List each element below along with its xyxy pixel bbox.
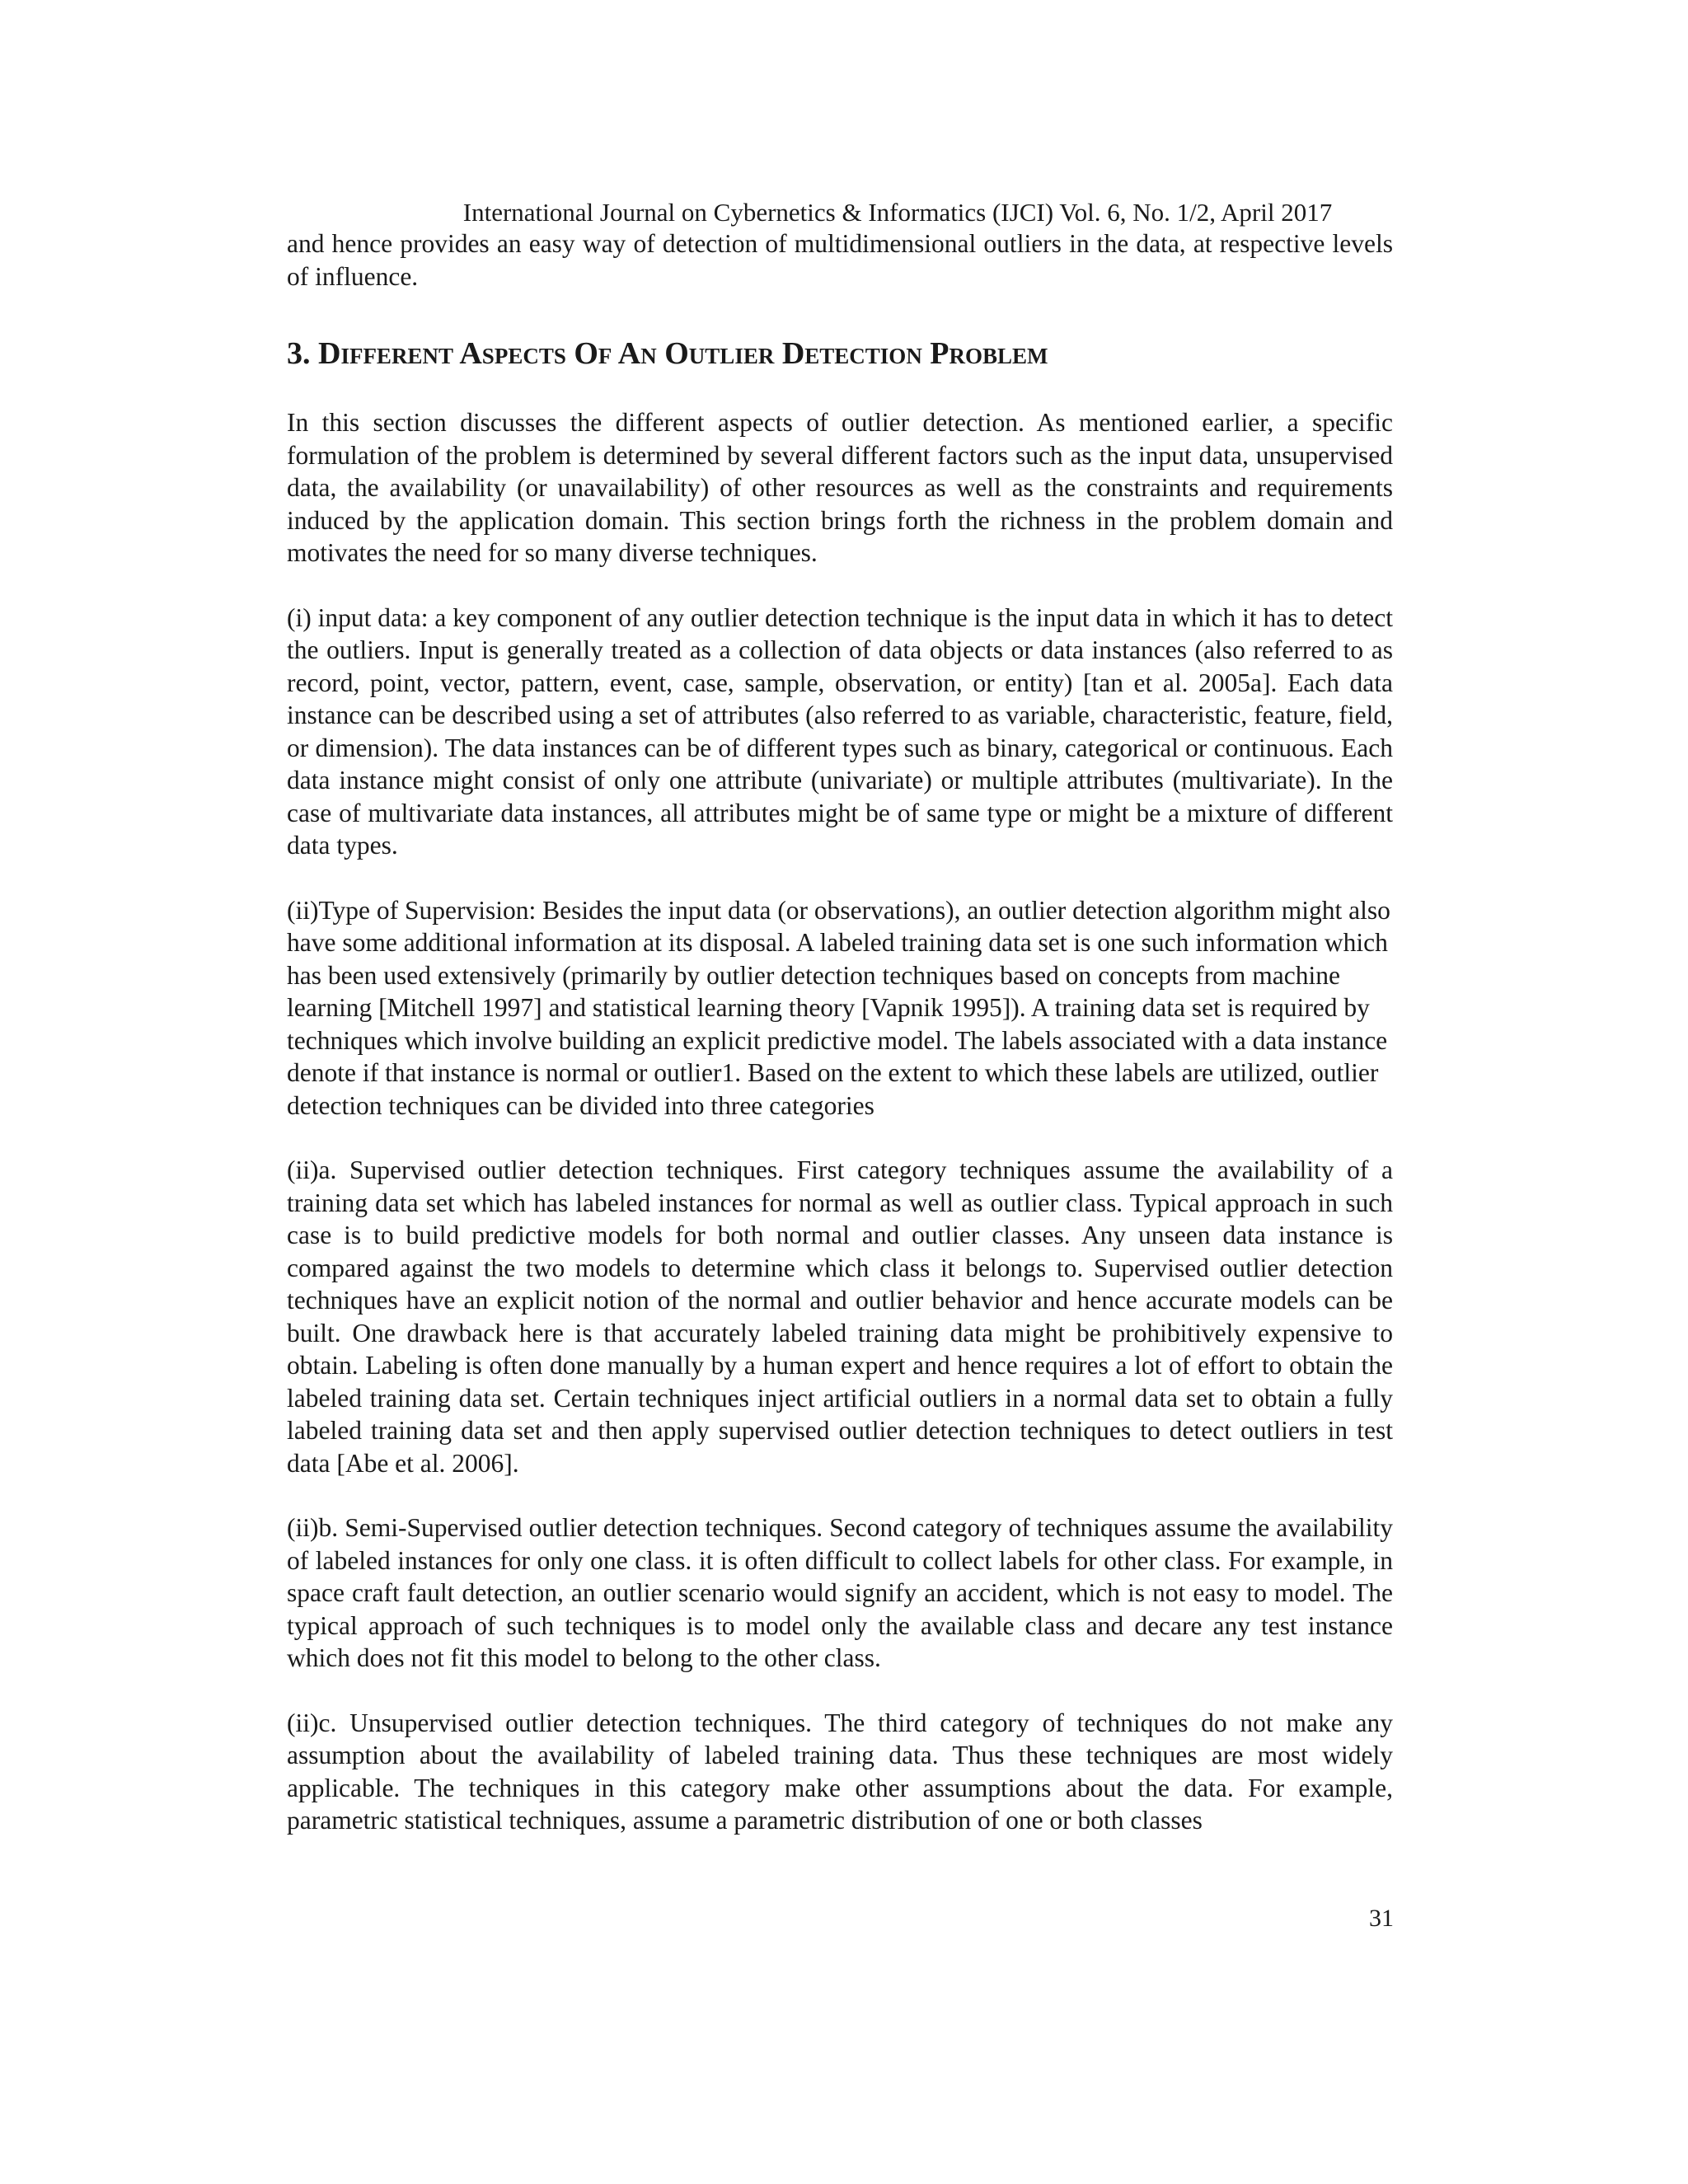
supervised-paragraph: (ii)a. Supervised outlier detection techniques. First category techniques assume the availability of a training data set which has labeled instances for normal as well as outlier class. Typical approach in such case is to build predictive models for both normal and outlier classes. Any unseen data instance is compared against the two models to determine which class it belongs to. Supervised outlier detection techniques have an explicit notion of the normal and outlier behavior and hence accurate models can be built. One drawback here is that accurately labeled training data might be prohibitively expensive to obtain. Labeling is often done manually by a human expert and hence requires a lot of effort to obtain the labeled training data set. Certain techniques inject artificial outliers in a normal data set to obtain a fully labeled training data set and then apply supervised outlier detection techniques to detect outliers in test data [Abe et al. 2006]. (287, 1155, 1393, 1478)
supervision-paragraph: (ii)Type of Supervision: Besides the input data (or observations), an outlier detection algorithm might also have some additional information at its disposal. A labeled training data set is one such information which has been used extensively (primarily by outlier detection techniques based on concepts from machine learning [Mitchell 1997] and statistical learning theory [Vapnik 1995]). A training data set is required by techniques which involve building an explicit predictive model. The labels associated with a data instance denote if that instance is normal or outlier1. Based on the extent to which these labels are utilized, outlier detection techniques can be divided into three categories (287, 895, 1390, 1120)
intro-paragraph: In this section discusses the different aspects of outlier detection. As mentioned earlier, a specific formulation of the problem is determined by several different factors such as the input data, unsupervised data, the availability (or unavailability) of other resources as well as the constraints and requirements induced by the application domain. This section brings forth the richness in the problem domain and motivates the need for so many diverse techniques. (287, 408, 1393, 567)
section-heading (287, 335, 1393, 372)
running-head: International Journal on Cybernetics & Informatics (IJCI) Vol. 6, No. 1/2, April 2017 (462, 198, 1333, 227)
input-data-paragraph: (i) input data: a key component of any outlier detection technique is the input data in which it has to detect the outliers. Input is generally treated as a collection of data objects or data instances (also referred to as record, point, vector, pattern, event, case, sample, observation, or entity) [tan et al. 2005a]. Each data instance can be described using a set of attributes (also referred to as variable, characteristic, feature, field, or dimension). The data instances can be of different types such as binary, categorical or continuous. Each data instance might consist of only one attribute (univariate) or multiple attributes (multivariate). In the case of multivariate data instances, all attributes might be of same type or might be a mixture of different data types. (287, 602, 1393, 860)
continuation-paragraph: and hence provides an easy way of detection of multidimensional outliers in the data, at respective levels of influence. (287, 229, 1393, 291)
unsupervised-paragraph: (ii)c. Unsupervised outlier detection techniques. The third category of techniques do not make any assumption about the availability of labeled training data. Thus these techniques are most widely applicable. The techniques in this category make other assumptions about the data. For example, parametric statistical techniques, assume a parametric distribution of one or both classes (287, 1708, 1393, 1835)
section-title: Different Aspects Of An Outlier Detection Problem (318, 336, 1048, 371)
section-number: 3. (287, 336, 311, 371)
semi-supervised-paragraph: (ii)b. Semi-Supervised outlier detection techniques. Second category of techniques assume the availability of labeled instances for only one class. it is often difficult to collect labels for other class. For example, in space craft fault detection, an outlier scenario would signify an accident, which is not easy to model. The typical approach of such techniques is to model only the available class and decare any test instance which does not fit this model to belong to the other class. (287, 1513, 1393, 1672)
page-content (287, 227, 1393, 1837)
page-number: 31 (1369, 1905, 1394, 1932)
